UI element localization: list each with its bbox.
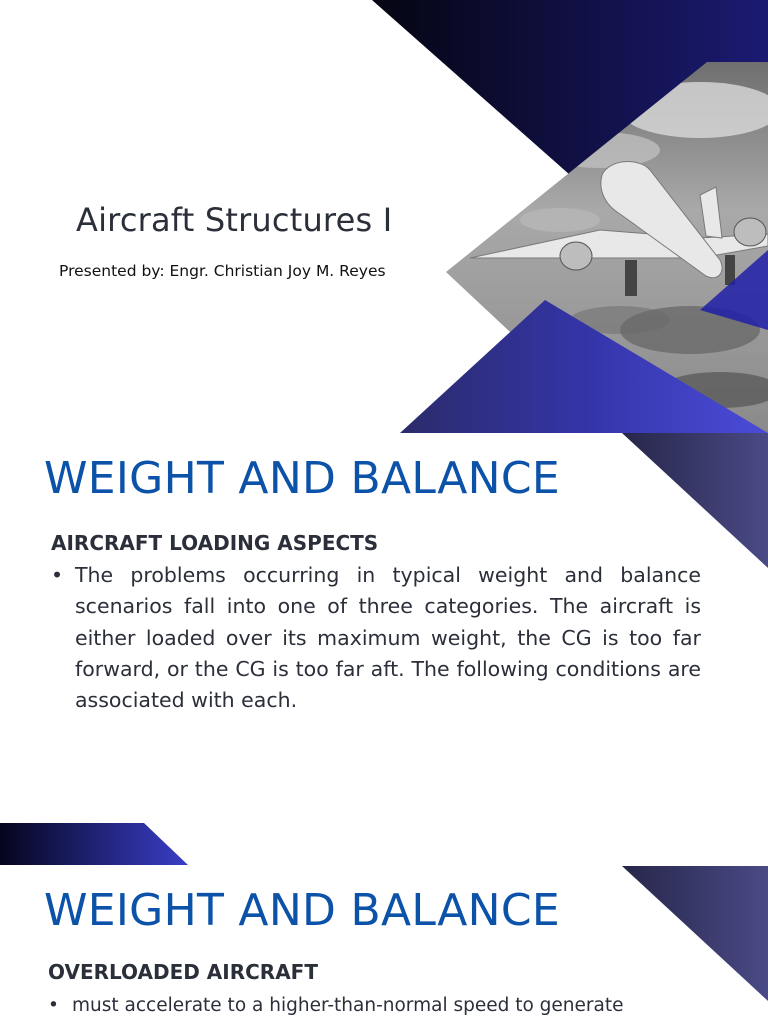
bullet-list xyxy=(48,993,718,1019)
section-subheading: AIRCRAFT LOADING ASPECTS xyxy=(51,531,379,555)
slide-heading: WEIGHT AND BALANCE xyxy=(44,885,560,936)
bullet-list xyxy=(51,560,701,716)
slide-title xyxy=(0,0,768,433)
bullet-item: • The problems occurring in typical weight and balance scenarios fall into one of three categories. The aircraft is either loaded over its maximum weight, the CG is too far forward, or the CG is too far aft. The following conditions are associated with each. xyxy=(51,560,701,716)
bullet-item: • must accelerate to a higher-than-normal speed to generate xyxy=(48,993,718,1019)
presentation-title: Aircraft Structures I xyxy=(76,201,393,239)
slide-heading: WEIGHT AND BALANCE xyxy=(44,453,560,504)
presenter-line: Presented by: Engr. Christian Joy M. Reyes xyxy=(59,262,386,280)
slide-loading-aspects xyxy=(0,433,768,823)
corner-triangle xyxy=(622,433,768,568)
left-bar xyxy=(0,823,188,865)
slide-overloaded-aircraft xyxy=(0,823,768,1024)
section-subheading: OVERLOADED AIRCRAFT xyxy=(48,960,318,984)
corner-triangle xyxy=(622,866,768,1001)
